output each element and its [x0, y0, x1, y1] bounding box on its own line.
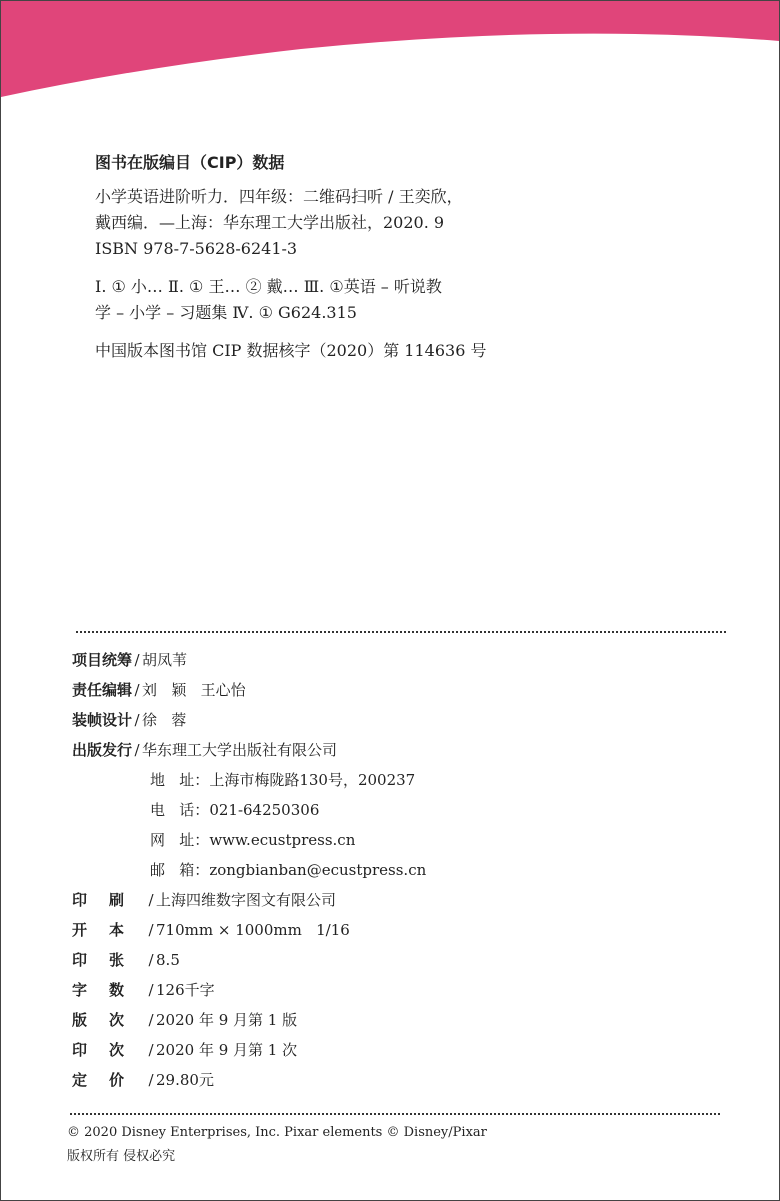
- credit-print: 印刷 / 上海四维数字图文有限公司: [72, 885, 732, 915]
- credit-value: 上海市梅陇路130号，200237: [209, 771, 416, 789]
- credit-label: 印次: [72, 1041, 147, 1059]
- cip-heading: 图书在版编目（CIP）数据: [95, 153, 285, 172]
- cip-number: 中国版本图书馆 CIP 数据核字（2020）第 114636 号: [95, 341, 487, 360]
- credit-editor: 责任编辑 / 刘 颖 王心怡: [72, 675, 732, 705]
- credit-value: 2020 年 9 月第 1 次: [156, 1041, 298, 1059]
- credit-label: 出版发行: [72, 741, 133, 759]
- credit-project: 项目统筹 / 胡凤苇: [72, 645, 732, 675]
- credit-publisher: 出版发行 / 华东理工大学出版社有限公司: [72, 735, 732, 765]
- credit-value: 29.80元: [156, 1071, 214, 1089]
- credit-value: 126千字: [156, 981, 215, 999]
- credit-phone: [72, 795, 732, 825]
- credit-price: 定价 / 29.80元: [72, 1065, 732, 1095]
- credit-label: 责任编辑: [72, 681, 133, 699]
- dotted-divider-bottom: [70, 1113, 720, 1115]
- credit-website: [72, 825, 732, 855]
- rights-line: 版权所有 侵权必究: [67, 1149, 176, 1164]
- credit-words: 字数 / 126千字: [72, 975, 732, 1005]
- dotted-divider-top: [76, 631, 726, 633]
- credit-label: 电 话：: [150, 801, 210, 819]
- credit-label: 定价: [72, 1071, 147, 1089]
- credit-value: 8.5: [156, 951, 180, 969]
- credit-printing: 印次 / 2020 年 9 月第 1 次: [72, 1035, 732, 1065]
- footer: [67, 1121, 487, 1169]
- cip-block: [95, 150, 655, 364]
- credit-value: 刘 颖 王心怡: [142, 681, 246, 699]
- credit-label: 开本: [72, 921, 147, 939]
- credit-label: 版次: [72, 1011, 147, 1029]
- cip-title-line: 小学英语进阶听力．四年级：二维码扫听 / 王奕欣，: [95, 187, 463, 206]
- credit-design: 装帧设计 / 徐 蓉: [72, 705, 732, 735]
- credit-value: 710mm × 1000mm 1/16: [156, 921, 350, 939]
- credit-sheets: 印张 / 8.5: [72, 945, 732, 975]
- website-link: www.ecustpress.cn: [209, 831, 356, 849]
- credit-format: 开本 / 710mm × 1000mm 1/16: [72, 915, 732, 945]
- credit-address: [72, 765, 732, 795]
- credits-block: [72, 645, 732, 1095]
- credit-label: 项目统筹: [72, 651, 133, 669]
- credit-value: 上海四维数字图文有限公司: [156, 891, 337, 909]
- credit-value: 华东理工大学出版社有限公司: [142, 741, 338, 759]
- cip-isbn: ISBN 978-7-5628-6241-3: [95, 239, 298, 258]
- credit-value: 胡凤苇: [142, 651, 188, 669]
- credit-label: 装帧设计: [72, 711, 133, 729]
- cip-class-line-2: 学 – 小学 – 习题集 Ⅳ. ① G624.315: [95, 303, 357, 322]
- credit-label: 地 址：: [150, 771, 210, 789]
- cip-publisher-line: 戴西编．—上海：华东理工大学出版社，2020. 9: [95, 213, 445, 232]
- credit-value: 徐 蓉: [142, 711, 187, 729]
- pink-banner: [1, 1, 779, 101]
- credit-value: 021-64250306: [209, 801, 320, 819]
- cip-class-line-1: Ⅰ. ① 小… Ⅱ. ① 王… ② 戴… Ⅲ. ①英语 – 听说教: [95, 277, 442, 296]
- credit-value: 2020 年 9 月第 1 版: [156, 1011, 298, 1029]
- credit-label: 字数: [72, 981, 147, 999]
- credit-email: [72, 855, 732, 885]
- credit-edition: 版次 / 2020 年 9 月第 1 版: [72, 1005, 732, 1035]
- credit-label: 邮 箱：: [150, 861, 210, 879]
- credit-label: 网 址：: [150, 831, 210, 849]
- copyright-line: © 2020 Disney Enterprises, Inc. Pixar elements © Disney/Pixar: [67, 1125, 487, 1140]
- credit-label: 印张: [72, 951, 147, 969]
- email-address: zongbianban@ecustpress.cn: [209, 861, 427, 879]
- credit-label: 印刷: [72, 891, 147, 909]
